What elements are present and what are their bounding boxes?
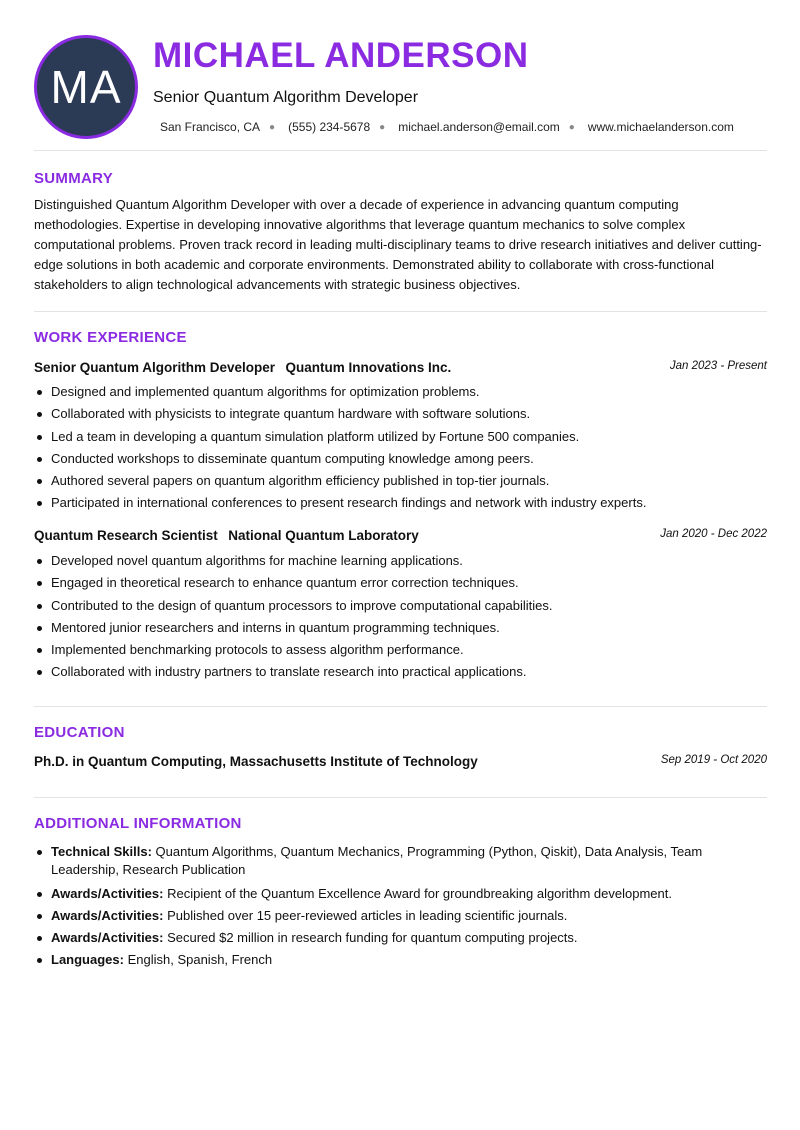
additional-heading: ADDITIONAL INFORMATION — [34, 815, 242, 832]
candidate-name: MICHAEL ANDERSON — [153, 36, 529, 75]
contact-email[interactable]: michael.anderson@email.com — [398, 120, 560, 134]
job-bullets — [34, 384, 767, 518]
item-text: Quantum Algorithms, Quantum Mechanics, Programming (Python, Qiskit), Data Analysis, Team Leadership, Research Publication — [51, 844, 703, 877]
list-item — [34, 929, 767, 947]
avatar-initials: MA — [50, 61, 122, 113]
job-company: Quantum Innovations Inc. — [285, 360, 452, 375]
contact-info — [160, 120, 734, 134]
list-item: Participated in international conferences to present research findings and network with industry experts. — [34, 495, 767, 517]
list-item — [34, 885, 767, 903]
item-label: Awards/Activities: — [51, 930, 164, 945]
contact-location: San Francisco, CA — [160, 120, 261, 134]
list-item — [34, 843, 767, 879]
list-item: Engaged in theoretical research to enhance quantum error correction techniques. — [34, 575, 767, 597]
list-item: Designed and implemented quantum algorithms for optimization problems. — [34, 384, 767, 406]
additional-list — [34, 843, 767, 973]
contact-website[interactable]: www.michaelanderson.com — [587, 120, 734, 134]
job-role: Quantum Research Scientist — [34, 528, 218, 543]
list-item — [34, 951, 767, 969]
item-label: Technical Skills: — [51, 844, 152, 859]
item-text: Recipient of the Quantum Excellence Award for groundbreaking algorithm development. — [163, 886, 672, 901]
list-item: Collaborated with physicists to integrate quantum hardware with software solutions. — [34, 406, 767, 428]
item-text: Secured $2 million in research funding for quantum computing projects. — [163, 930, 578, 945]
summary-heading: SUMMARY — [34, 170, 114, 187]
separator-dot: ● — [269, 121, 276, 133]
education-heading: EDUCATION — [34, 724, 125, 741]
job-company: National Quantum Laboratory — [228, 528, 419, 543]
item-text: English, Spanish, French — [123, 952, 273, 967]
list-item: Collaborated with industry partners to translate research into practical applications. — [34, 664, 767, 686]
education-entry — [34, 753, 767, 771]
job-role: Senior Quantum Algorithm Developer — [34, 360, 276, 375]
item-label: Languages: — [51, 952, 124, 967]
avatar — [34, 35, 138, 139]
separator-dot: ● — [568, 121, 575, 133]
job-header — [34, 527, 767, 545]
summary-text: Distinguished Quantum Algorithm Developer with over a decade of experience in advancing quantum computing methodologies. Expertise in developing innovative algorithms that leverage quantum mechanics to solve complex computational problems. Proven track record in leading multi-disciplinary teams to drive research initiatives and deliver cutting-edge solutions in both academic and corporate environments. Demonstrated ability to collaborate with cross-functional stakeholders to align technological advancements with strategic business objectives. — [34, 197, 762, 292]
job-bullets — [34, 553, 767, 687]
list-item: Contributed to the design of quantum processors to improve computational capabilities. — [34, 598, 767, 620]
divider — [34, 311, 767, 312]
job-header — [34, 359, 767, 377]
experience-heading: WORK EXPERIENCE — [34, 329, 187, 346]
item-label: Awards/Activities: — [51, 886, 164, 901]
contact-phone: (555) 234-5678 — [288, 120, 371, 134]
list-item: Conducted workshops to disseminate quantum computing knowledge among peers. — [34, 451, 767, 473]
education-dates: Sep 2019 - Oct 2020 — [660, 754, 767, 766]
separator-dot: ● — [379, 121, 386, 133]
job-dates: Jan 2020 - Dec 2022 — [660, 528, 767, 540]
list-item: Developed novel quantum algorithms for machine learning applications. — [34, 553, 767, 575]
divider — [34, 797, 767, 798]
item-label: Awards/Activities: — [51, 908, 164, 923]
list-item — [34, 907, 767, 925]
list-item: Authored several papers on quantum algorithm efficiency published in top-tier journals. — [34, 473, 767, 495]
list-item: Mentored junior researchers and interns in quantum programming techniques. — [34, 620, 767, 642]
education-degree: Ph.D. in Quantum Computing, Massachusetts Institute of Technology — [34, 754, 478, 769]
divider — [34, 150, 767, 151]
list-item: Led a team in developing a quantum simulation platform utilized by Fortune 500 companies. — [34, 429, 767, 451]
item-text: Published over 15 peer-reviewed articles in leading scientific journals. — [163, 908, 568, 923]
list-item: Implemented benchmarking protocols to assess algorithm performance. — [34, 642, 767, 664]
divider — [34, 706, 767, 707]
job-dates: Jan 2023 - Present — [669, 360, 767, 372]
job-title: Senior Quantum Algorithm Developer — [153, 89, 419, 106]
